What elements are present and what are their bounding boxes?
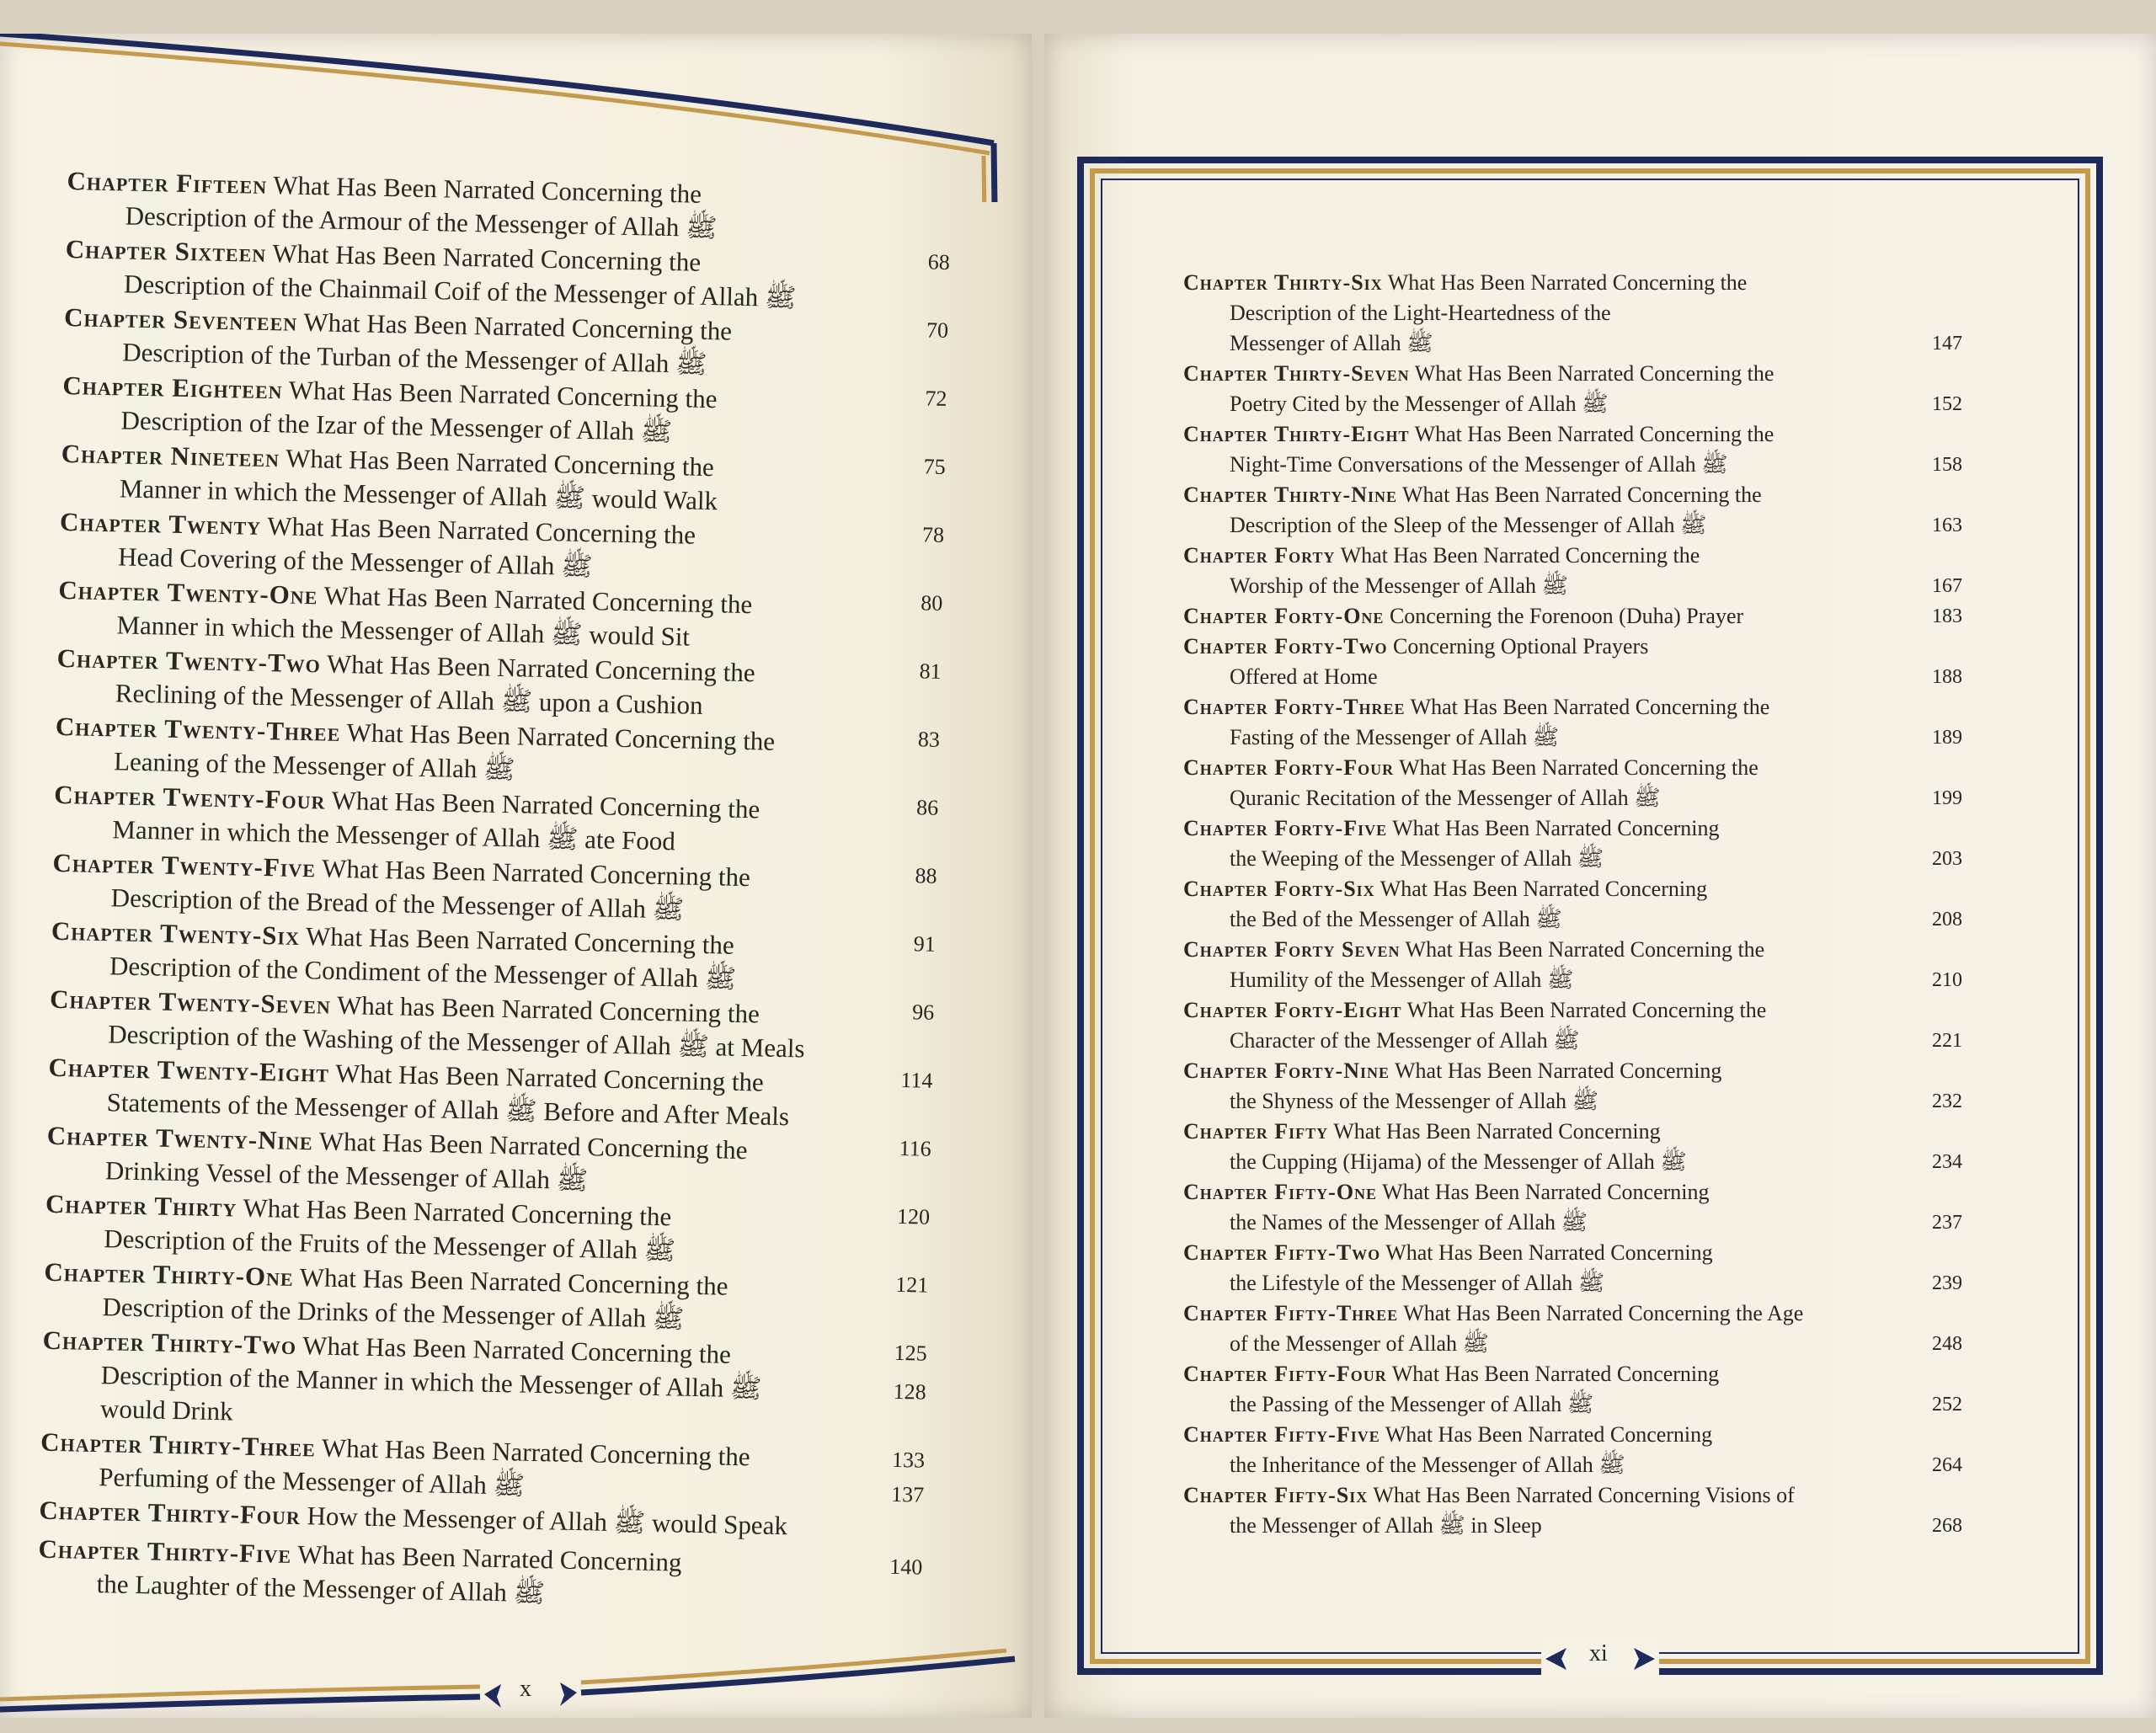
toc-entry[interactable]: Chapter Twenty-Five What Has Been Narrated Concerning the Description of the Bread of the Messenger of Allah ﷺ 91 [52,847,937,957]
toc-entry[interactable]: Chapter Forty-Six What Has Been Narrated Concerning the Bed of the Messenger of Allah ﷺ 208 [1183,877,1962,931]
toc-entry[interactable]: Chapter Twenty What Has Been Narrated Concerning the Head Covering of the Messenger of Allah ﷺ 80 [59,506,943,616]
left-page-number: x [520,1676,531,1702]
toc-entry[interactable]: Chapter Thirty What Has Been Narrated Concerning the Description of the Fruits of the Messenger of Allah ﷺ 121 [45,1188,929,1298]
toc-entry[interactable]: Chapter Thirty-Two What Has Been Narrated Concerning the Description of the Manner in which the Messenger of Allah ﷺ would Drink 128 [42,1325,926,1426]
left-toc [37,164,951,1619]
toc-entry[interactable]: Chapter Forty-Eight What Has Been Narrated Concerning the Character of the Messenger of Allah ﷺ 221 [1183,998,1962,1053]
toc-entry[interactable]: Chapter Sixteen What Has Been Narrated Concerning the Description of the Chainmail Coif of the Messenger of Allah ﷺ 70 [65,233,949,343]
toc-entry[interactable]: Chapter Twenty-Eight What Has Been Narrated Concerning the Statements of the Messenger of Allah ﷺ Before and After Meals 116 [48,1052,932,1161]
toc-entry[interactable]: Chapter Forty-One Concerning the Forenoon (Duha) Prayer 183 [1183,604,1962,628]
toc-entry[interactable]: Chapter Fifty What Has Been Narrated Concerning the Cupping (Hijama) of the Messenger of Allah ﷺ 234 [1183,1119,1962,1174]
right-toc [1183,268,1962,1541]
toc-entry[interactable]: Chapter Fifty-Two What Has Been Narrated Concerning the Lifestyle of the Messenger of Allah ﷺ 239 [1183,1240,1962,1295]
toc-entry[interactable]: Chapter Fifty-Three What Has Been Narrated Concerning the Age of the Messenger of Allah ﷺ 248 [1183,1301,1962,1356]
toc-entry[interactable]: Chapter Twenty-Three What Has Been Narrated Concerning the Leaning of the Messenger of Allah ﷺ 86 [55,711,939,820]
toc-entry[interactable]: Chapter Forty-Three What Has Been Narrated Concerning the Fasting of the Messenger of Allah ﷺ 189 [1183,695,1962,749]
toc-entry[interactable]: Chapter Thirty-Three What Has Been Narrated Concerning the Perfuming of the Messenger of Allah ﷺ 133 [40,1426,926,1501]
toc-entry[interactable]: Chapter Eighteen What Has Been Narrated Concerning the Description of the Izar of the Messenger of Allah ﷺ 75 [62,370,947,479]
toc-entry[interactable]: Chapter Twenty-Seven What has Been Narrated Concerning the Description of the Washing of the Messenger of Allah ﷺ at Meals 114 [49,984,933,1093]
toc-entry[interactable]: Chapter Thirty-One What Has Been Narrated Concerning the Description of the Drinks of the Messenger of Allah ﷺ 125 [44,1256,927,1366]
toc-entry[interactable]: Chapter Fifty-Five What Has Been Narrated Concerning the Inheritance of the Messenger of Allah ﷺ 264 [1183,1422,1962,1477]
toc-entry[interactable]: Chapter Twenty-Four What Has Been Narrated Concerning the Manner in which the Messenger of Allah ﷺ ate Food 88 [53,779,937,888]
toc-entry[interactable]: Chapter Fifty-Six What Has Been Narrated Concerning Visions of the Messenger of Allah ﷺ in Sleep 268 [1183,1483,1962,1538]
toc-entry[interactable]: Chapter Twenty-One What Has Been Narrated Concerning the Manner in which the Messenger of Allah ﷺ would Sit 81 [58,574,942,684]
right-page-number: xi [1589,1640,1608,1666]
toc-entry[interactable]: Chapter Fifty-Four What Has Been Narrated Concerning the Passing of the Messenger of Allah ﷺ 252 [1183,1362,1962,1416]
toc-entry[interactable]: Chapter Forty What Has Been Narrated Concerning the Worship of the Messenger of Allah ﷺ 167 [1183,543,1962,598]
toc-entry[interactable]: Chapter Fifteen What Has Been Narrated Concerning the Description of the Armour of the Messenger of Allah ﷺ 68 [67,165,951,275]
toc-entry[interactable]: Chapter Fifty-One What Has Been Narrated Concerning the Names of the Messenger of Allah ﷺ 237 [1183,1180,1962,1234]
toc-entry[interactable]: Chapter Twenty-Nine What Has Been Narrated Concerning the Drinking Vessel of the Messenger of Allah ﷺ 120 [46,1120,931,1229]
toc-entry[interactable]: Chapter Thirty-Seven What Has Been Narrated Concerning the Poetry Cited by the Messenger of Allah ﷺ 152 [1183,361,1962,416]
toc-entry[interactable]: Chapter Forty-Four What Has Been Narrated Concerning the Quranic Recitation of the Messenger of Allah ﷺ 199 [1183,755,1962,810]
toc-entry[interactable]: Chapter Forty-Nine What Has Been Narrated Concerning the Shyness of the Messenger of Allah ﷺ 232 [1183,1058,1962,1113]
toc-entry[interactable]: Chapter Twenty-Two What Has Been Narrated Concerning the Reclining of the Messenger of Allah ﷺ upon a Cushion 83 [56,643,941,752]
toc-entry[interactable]: Chapter Thirty-Four How the Messenger of Allah ﷺ would Speak 137 [39,1481,925,1541]
toc-entry[interactable]: Chapter Twenty-Six What Has Been Narrated Concerning the Description of the Condiment of the Messenger of Allah ﷺ 96 [51,915,935,1025]
toc-entry[interactable]: Chapter Forty Seven What Has Been Narrated Concerning the Humility of the Messenger of Allah ﷺ 210 [1183,937,1962,992]
toc-entry[interactable]: Chapter Nineteen What Has Been Narrated Concerning the Manner in which the Messenger of Allah ﷺ would Walk 78 [61,438,945,547]
toc-entry[interactable]: Chapter Forty-Five What Has Been Narrated Concerning the Weeping of the Messenger of Allah ﷺ 203 [1183,816,1962,871]
toc-entry[interactable]: Chapter Seventeen What Has Been Narrated Concerning the Description of the Turban of the Messenger of Allah ﷺ 72 [63,301,947,411]
toc-entry[interactable]: Chapter Thirty-Nine What Has Been Narrated Concerning the Description of the Sleep of the Messenger of Allah ﷺ 163 [1183,483,1962,537]
toc-entry[interactable]: Chapter Thirty-Eight What Has Been Narrated Concerning the Night-Time Conversations of the Messenger of Allah ﷺ 158 [1183,422,1962,477]
toc-entry[interactable]: Chapter Forty-Two Concerning Optional Prayers Offered at Home 188 [1183,634,1962,689]
toc-entry[interactable]: Chapter Thirty-Six What Has Been Narrated Concerning the Description of the Light-Heartedness of the Messenger of Allah ﷺ 147 [1183,270,1962,355]
toc-entry[interactable]: Chapter Thirty-Five What has Been Narrated Concerning the Laughter of the Messenger of Allah ﷺ 140 [38,1533,923,1608]
